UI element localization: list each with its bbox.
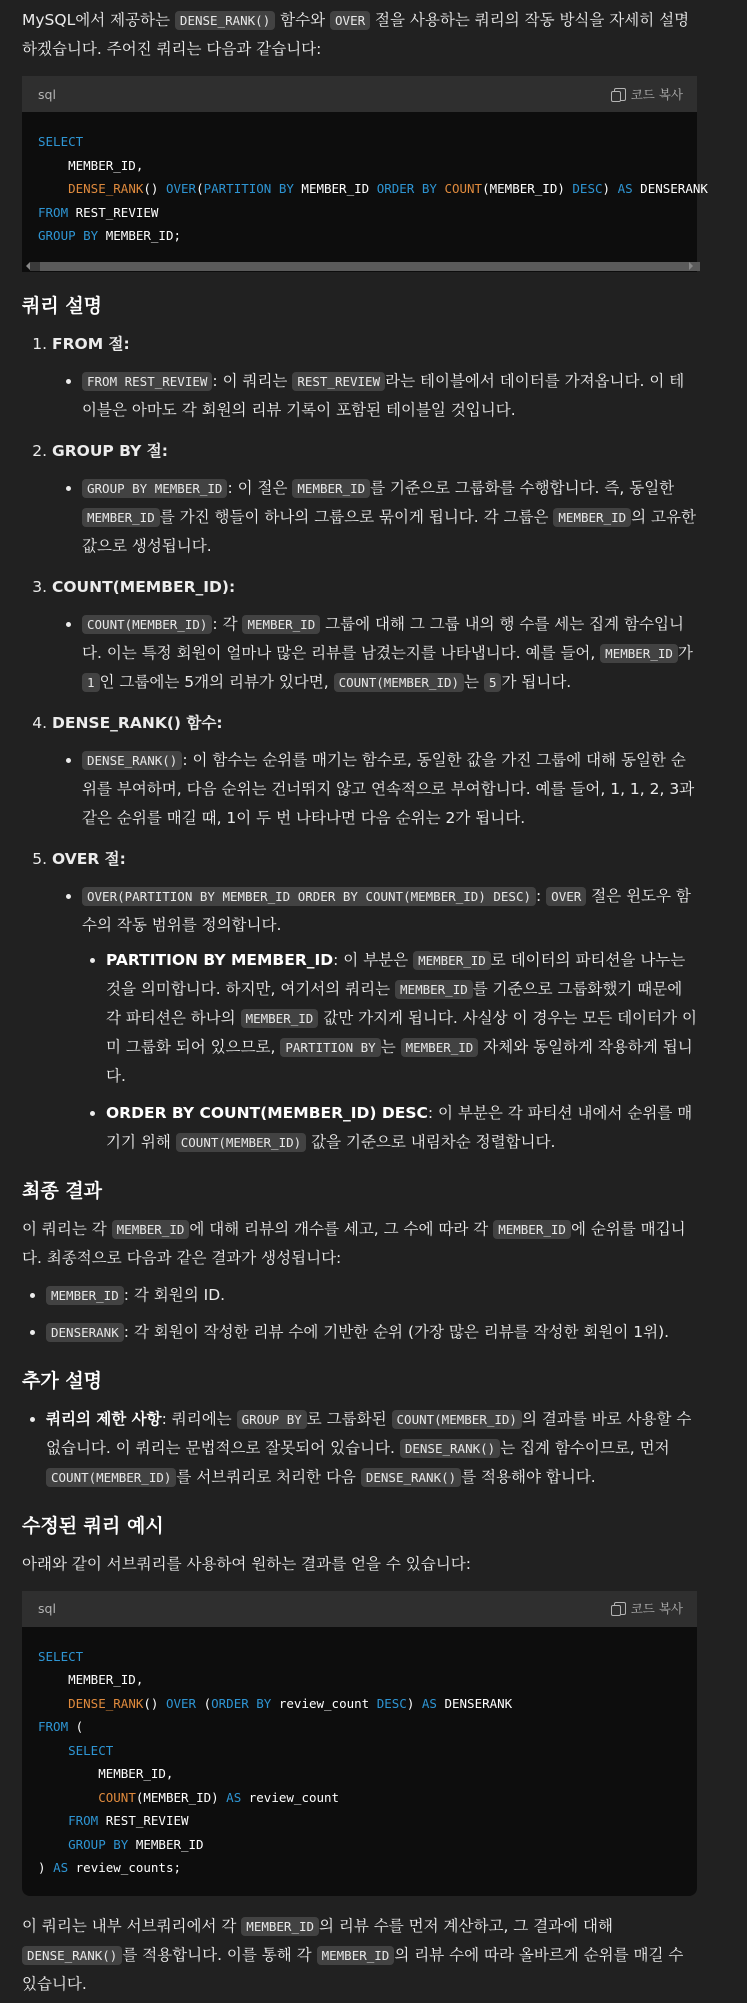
text: 이 쿼리는 각 [22,1219,112,1238]
sub-list [52,474,697,561]
section-heading-fixed: 수정된 쿼리 예시 [22,1514,164,1537]
text: 로 데이터의 파티션을 나누는 것을 의미합니다. 하지만, 여기서의 쿼리는 [106,950,686,998]
copy-code-button[interactable] [614,1594,683,1623]
inline-code: MEMBER_ID [112,1220,190,1239]
text: MySQL에서 제공하는 [22,11,175,29]
section-heading-extra: 추가 설명 [22,1369,103,1392]
text: 의 리뷰 수를 먼저 계산하고, 그 결과에 대해 [319,1916,613,1935]
copy-icon [614,88,626,101]
nested-list [82,946,697,1157]
code-text: REST_REVIEW [98,1813,189,1828]
sub-list [52,746,697,833]
code-text: review_count [241,1789,340,1805]
inline-code: MEMBER_ID [413,951,491,970]
inline-code: MEMBER_ID [493,1220,571,1239]
inline-code: MEMBER_ID [242,615,320,634]
scroll-right-icon[interactable] [689,262,693,270]
sql-keyword: SELECT [38,134,84,149]
sql-keyword: DESC [572,181,603,196]
text: 그룹에 대해 그 그룹 내의 행 수를 세는 집계 함수입니다. 이는 특정 회원이 얼마나 많은 리뷰를 남겼는지를 나타냅니다. 예를 들어, [82,614,684,662]
code-text: ) [38,1860,54,1875]
sql-keyword: FROM [38,1719,69,1734]
sql-keyword: AS [421,1695,437,1711]
code-text: ( [196,181,204,196]
code-text: ) [602,181,618,196]
list-item [82,367,697,425]
list-item [52,330,697,425]
text: 함수와 [275,11,331,29]
scrollbar-thumb[interactable] [40,262,700,271]
item-title: 1. FROM 절: [52,334,130,353]
code-block-fixed [22,1591,697,1896]
copy-code-label: 코드 복사 [630,1601,683,1616]
sql-keyword: AS [226,1789,242,1805]
inline-code: GROUP BY [237,1410,307,1429]
list-item [52,709,697,833]
text: : 이 부분은 [333,950,414,969]
list-item [46,1318,697,1347]
list-item [106,1099,697,1157]
sql-keyword: FROM [68,1813,99,1828]
item-title: 4. DENSE_RANK() 함수: [52,713,223,732]
scroll-left-icon[interactable] [26,262,30,270]
inline-code: MEMBER_ID [401,1038,479,1057]
text: 의 결과를 바로 사용할 수 없습니다. 이 쿼리는 문법적으로 잘못되어 있습니다. [46,1409,692,1457]
text: : 이 함수는 순위를 매기는 함수로, 동일한 값을 가진 그룹에 대해 동일한 순위를 부여하며, 다음 순위는 건너뛰지 않고 연속적으로 부여합니다. 예를 들어, 1, 1, 2, 3과 같은 순위를 매길 때, 1이 두 번 나타나면 다음 순위는 2가 됩니다. [82,750,695,827]
code-line: MEMBER_ID, [38,1672,144,1687]
list-item [82,746,697,833]
sub-list [52,882,697,1157]
result-paragraph [22,1215,697,1273]
code-text: () [143,1695,166,1711]
text: 가 됩니다. [501,672,572,691]
sql-keyword: DESC [376,1695,407,1711]
copy-icon [614,1602,626,1615]
text: 의 리뷰 수에 따라 올바르게 순위를 매길 수 있습니다. [22,1945,684,1993]
inline-code: DENSE_RANK() [361,1468,461,1487]
sql-keyword: SELECT [38,1648,84,1664]
code-text: ( [196,1695,212,1711]
text: : 이 쿼리는 [212,371,293,390]
sql-keyword: SELECT [68,1742,114,1758]
fixed-intro: 아래와 같이 서브쿼리를 사용하여 원하는 결과를 얻을 수 있습니다: [22,1554,471,1573]
inline-code: GROUP BY MEMBER_ID [82,479,227,498]
inline-code: DENSE_RANK() [22,1946,122,1965]
inline-code: MEMBER_ID [553,508,631,527]
inline-code: REST_REVIEW [292,372,385,391]
copy-code-label: 코드 복사 [630,86,683,102]
sql-keyword: AS [53,1860,69,1875]
sql-keyword: PARTITION BY [203,181,294,196]
code-text: DENSERANK [632,181,708,196]
explain-list [22,330,697,1157]
inline-code: OVER(PARTITION BY MEMBER_ID ORDER BY COUNT(MEMBER_ID) DESC) [82,887,536,906]
list-item [82,474,697,561]
list-item [52,573,697,697]
inline-code: MEMBER_ID [317,1946,395,1965]
inline-code: DENSE_RANK() [82,751,182,770]
code-text: MEMBER_ID [293,181,377,196]
text: : 쿼리에는 [161,1409,237,1428]
inline-code: FROM REST_REVIEW [82,372,212,391]
inline-code: OVER [330,11,370,30]
horizontal-scrollbar[interactable] [22,260,697,272]
text: : [536,886,547,905]
sub-list [52,610,697,697]
bold-term: 쿼리의 제한 사항 [46,1409,162,1428]
copy-code-button[interactable] [614,80,683,109]
sql-keyword: GROUP BY [38,228,99,243]
sql-keyword: OVER [165,1695,197,1711]
section-heading-explain: 쿼리 설명 [22,294,103,317]
text: 값만 가지게 됩니다. 사실상 이 경우는 모든 데이터가 이미 그룹화 되어 있으므로, [106,1008,697,1056]
text: 를 기준으로 그룹화했기 때문에 각 파티션은 하나의 [106,979,683,1027]
text: 절을 사용하는 쿼리의 작동 방식을 자세히 설명하겠습니다. 주어진 쿼리는 다음과 같습니다: [22,11,690,58]
list-item [52,437,697,561]
inline-code: MEMBER_ID [82,508,160,527]
code-text: MEMBER_ID [128,1836,204,1852]
code-text: review_counts; [68,1860,182,1875]
intro-paragraph [22,6,697,64]
text: : 각 [212,614,243,633]
inline-code: 5 [484,673,502,692]
code-language-label: sql [38,1601,56,1616]
code-text: (MEMBER_ID) [482,181,573,196]
inline-code: COUNT(MEMBER_ID) [176,1133,306,1152]
item-title: 3. COUNT(MEMBER_ID): [52,577,236,596]
sql-keyword: OVER [165,181,197,196]
inline-code: MEMBER_ID [292,479,370,498]
sql-keyword: AS [617,181,633,196]
text: 라는 테이블에서 데이터를 가져옵니다. 이 테이블은 아마도 각 회원의 리뷰 기록이 포함된 테이블일 것입니다. [82,371,685,419]
sql-keyword: GROUP BY [68,1836,129,1852]
bold-term: PARTITION BY MEMBER_ID [106,950,334,969]
code-line: MEMBER_ID, [38,157,144,173]
inline-code: MEMBER_ID [241,1009,319,1028]
text: 는 [380,1037,401,1056]
text: 이 쿼리는 내부 서브쿼리에서 각 [22,1916,242,1935]
text: 를 적용합니다. 이를 통해 각 [122,1945,317,1964]
text: 가 [677,643,693,662]
text: : 각 회원의 ID. [123,1285,226,1304]
section-heading-result: 최종 결과 [22,1179,103,1202]
text: 는 집계 함수이므로, 먼저 [500,1438,670,1457]
text: 절은 윈도우 함수의 작동 범위를 정의합니다. [82,886,691,934]
inline-code: MEMBER_ID [395,980,473,999]
list-item [82,610,697,697]
text: 로 그룹화된 [306,1409,392,1428]
code-block-header [22,76,697,112]
inline-code: COUNT(MEMBER_ID) [334,673,464,692]
text: 를 가진 행들이 하나의 그룹으로 묶이게 됩니다. 각 그룹은 [159,507,554,526]
text: : 이 부분은 각 파티션 내에서 순위를 매기기 위해 [106,1103,693,1151]
inline-code: COUNT(MEMBER_ID) [82,615,212,634]
inline-code: OVER [546,887,586,906]
code-language-label: sql [38,86,56,102]
text: 에 순위를 매깁니다. 최종적으로 다음과 같은 결과가 생성됩니다: [22,1219,686,1267]
code-text: () [143,181,166,196]
text: 자체와 동일하게 작용하게 됩니다. [106,1037,693,1085]
code-text: DENSERANK [436,1695,513,1711]
code-line: MEMBER_ID, [38,1766,174,1781]
sql-function: COUNT [98,1789,136,1805]
code-text: review_count [271,1695,377,1711]
sql-keyword: ORDER BY [211,1695,272,1711]
outro-paragraph [22,1912,697,1999]
sql-function: COUNT [444,181,483,196]
list-item [106,946,697,1091]
text: 는 [464,672,484,691]
result-list [22,1281,697,1347]
code-text: ) [406,1695,422,1711]
code-block-original [22,76,708,272]
code-text: REST_REVIEW [68,204,159,220]
code-block-header [22,1591,697,1627]
text: 에 대해 리뷰의 개수를 세고, 그 수에 따라 각 [189,1219,494,1238]
inline-code: 1 [82,673,100,692]
list-item [82,882,697,1157]
item-title: 5. OVER 절: [52,849,126,868]
code-text: (MEMBER_ID) [135,1789,227,1805]
sql-function: DENSE_RANK [68,1695,144,1711]
text: 값을 기준으로 내림차순 정렬합니다. [306,1132,556,1151]
code-content [22,112,708,264]
inline-code: MEMBER_ID [241,1917,319,1936]
text: 인 그룹에는 5개의 리뷰가 있다면, [99,672,334,691]
list-item [52,845,697,1157]
text: 의 고유한 값으로 생성됩니다. [82,507,696,555]
inline-code: PARTITION BY [280,1038,380,1057]
text: : 이 절은 [227,478,293,497]
code-content [22,1627,697,1896]
text: 를 서브쿼리로 처리한 다음 [176,1467,361,1486]
sql-keyword: ORDER BY [376,181,437,196]
inline-code: MEMBER_ID [46,1286,124,1305]
text: 를 적용해야 합니다. [461,1467,596,1486]
inline-code: COUNT(MEMBER_ID) [392,1410,522,1429]
code-text: ( [68,1719,84,1734]
code-text: MEMBER_ID; [98,228,182,243]
inline-code: DENSERANK [46,1323,124,1342]
inline-code: DENSE_RANK() [400,1439,500,1458]
inline-code: MEMBER_ID [600,644,678,663]
text: : 각 회원이 작성한 리뷰 수에 기반한 순위 (가장 많은 리뷰를 작성한 회원이 1위). [123,1322,670,1341]
list-item [46,1405,697,1492]
item-title: 2. GROUP BY 절: [52,441,168,460]
bold-term: ORDER BY COUNT(MEMBER_ID) DESC [106,1103,428,1122]
inline-code: DENSE_RANK() [175,11,275,30]
inline-code: COUNT(MEMBER_ID) [46,1468,176,1487]
text: 를 기준으로 그룹화를 수행합니다. 즉, 동일한 [370,478,675,497]
extra-list [22,1405,697,1492]
sql-keyword: FROM [38,204,69,220]
sub-list [52,367,697,425]
list-item [46,1281,697,1310]
sql-function: DENSE_RANK [68,181,144,196]
